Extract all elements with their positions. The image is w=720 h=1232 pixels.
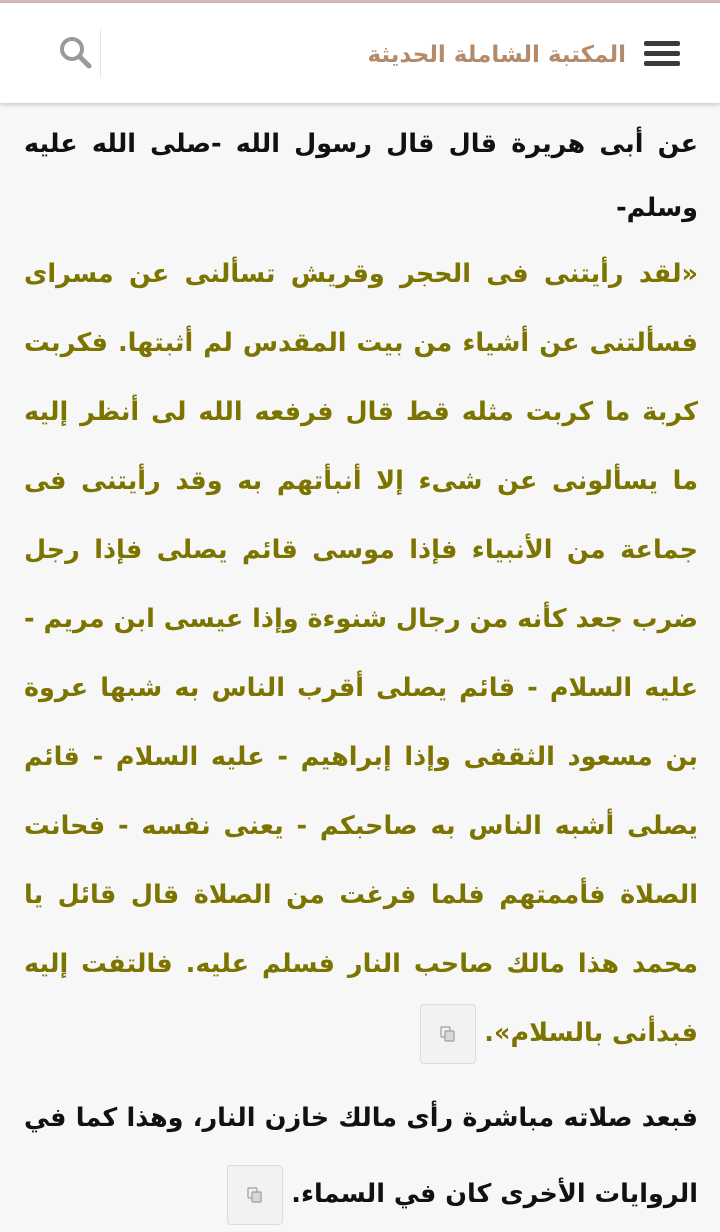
- article-content: [24, 112, 698, 1232]
- search-icon[interactable]: [56, 33, 96, 73]
- copy-icon[interactable]: [420, 1004, 476, 1064]
- commentary-text: [24, 1080, 698, 1232]
- hadith-text-body: «لقد رأيتنى فى الحجر وقريش تسألنى عن مسراى فسألتنى عن أشياء من بيت المقدس لم أثبتها. فكربت كربة ما كربت مثله قط قال فرفعه الله لى أنظر إليه ما يسألونى عن شىء إلا أنبأتهم به وقد رأيتنى فى جماعة من الأنبياء فإذا موسى قائم يصلى فإذا رجل ضرب جعد كأنه من رجال شنوءة وإذا عيسى ابن مريم - عليه السلام - قائم يصلى أقرب الناس به شبها عروة بن مسعود الثقفى وإذا إبراهيم - عليه السلام - قائم يصلى أشبه الناس به صاحبكم - يعنى نفسه - فحانت الصلاة فأممتهم فلما فرغت من الصلاة قال قائل يا محمد هذا مالك صاحب النار فسلم عليه. فالتفت إليه فبدأنى بالسلام».: [24, 259, 698, 1048]
- site-title[interactable]: المكتبة الشاملة الحديثة: [367, 42, 626, 68]
- header-divider: [100, 29, 101, 77]
- app-header: [0, 3, 720, 103]
- hadith-text: [24, 240, 698, 1068]
- commentary-text-body: فبعد صلاته مباشرة رأى مالك خازن النار، وهذا كما في الروايات الأخرى كان في السماء.: [24, 1103, 698, 1209]
- copy-icon[interactable]: [227, 1165, 283, 1225]
- hamburger-menu-icon[interactable]: [644, 41, 680, 73]
- hadith-chain: عن أبى هريرة قال قال رسول الله -صلى الله عليه وسلم-: [24, 129, 698, 223]
